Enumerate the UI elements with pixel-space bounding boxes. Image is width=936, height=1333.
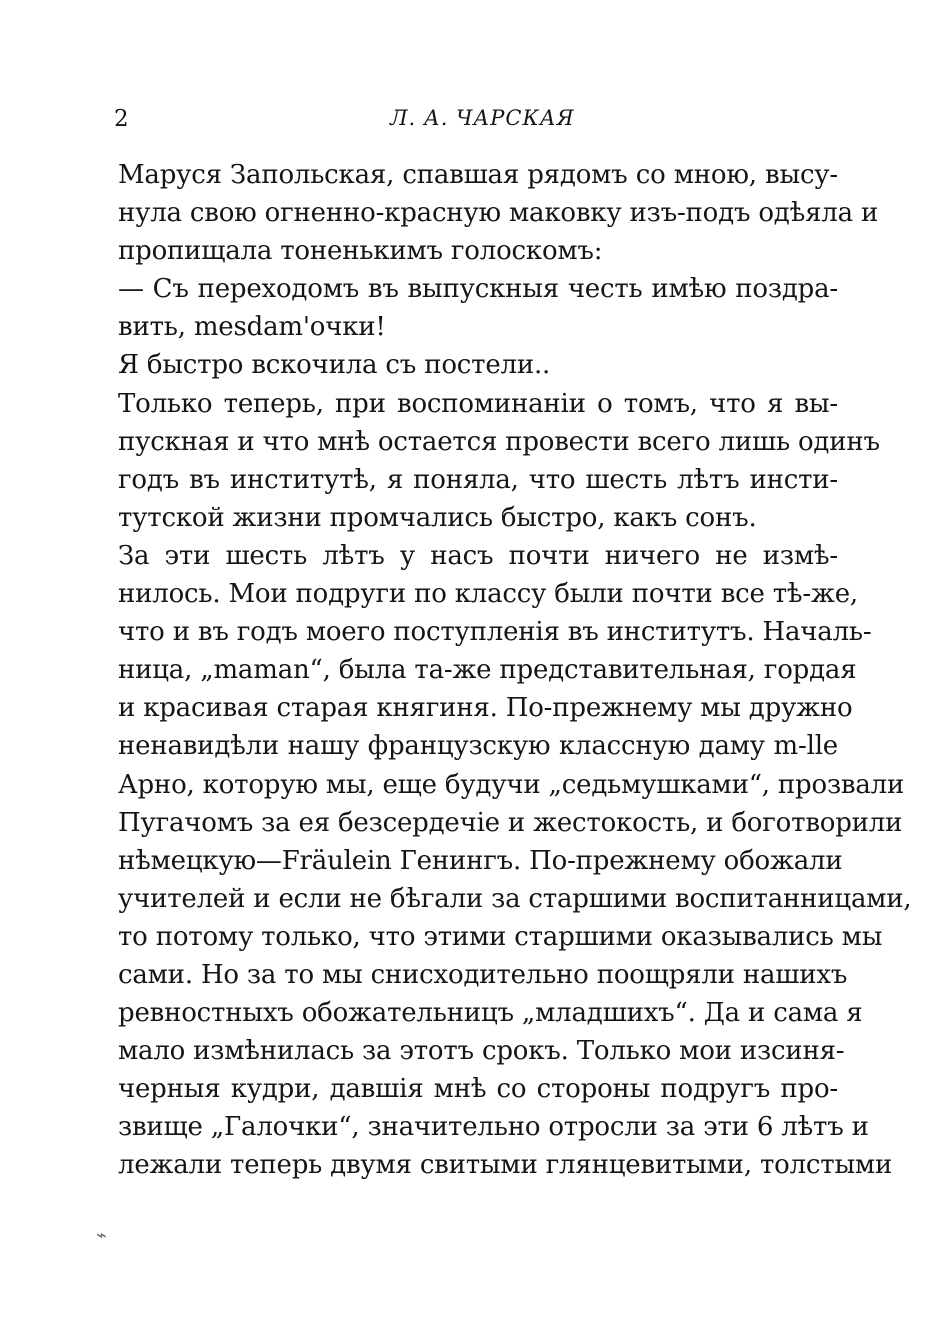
text-line: пропищала тоненькимъ голоскомъ:	[118, 236, 603, 267]
running-title: Л. А. ЧАРСКАЯ	[390, 106, 575, 130]
text-line: мало измѣнилась за этотъ срокъ. Только мои изсиня-	[118, 1036, 845, 1067]
text-line: сами. Но за то мы снисходительно поощряли нашихъ	[118, 959, 848, 990]
text-line: пускная и что мнѣ остается провести всего лишь одинъ	[118, 426, 880, 457]
text-line: вить, mesdam'очки!	[118, 312, 386, 343]
text-line: годъ въ институтѣ, я поняла, что шесть лѣтъ инсти-	[118, 464, 838, 495]
text-line: ненавидѣли нашу французскую классную даму m-lle	[118, 731, 838, 762]
text-line: и красивая старая княгиня. По-прежнему мы дружно	[118, 693, 853, 724]
text-line: Маруся Запольская, спавшая рядомъ со мною, высу-	[118, 160, 838, 190]
text-line: — Съ переходомъ въ выпускныя честь имѣю поздра-	[118, 274, 838, 305]
text-line: звище „Галочки“, значительно отросли за эти 6 лѣтъ и	[118, 1112, 869, 1143]
text-line: Я быстро вскочила съ постели..	[118, 350, 551, 381]
text-line: ревностныхъ обожательницъ „младшихъ“. Да и сама я	[118, 998, 863, 1029]
text-line: учителей и если не бѣгали за старшими воспитанницами,	[118, 883, 912, 914]
text-line: ница, „maman“, была та-же представительная, гордая	[118, 655, 857, 686]
text-line: нула свою огненно-красную маковку изъ-подъ одѣяла и	[118, 198, 879, 229]
text-line: Пугачомъ за ея безсердечiе и жестокость, и боготворили	[118, 807, 903, 838]
text-line: Арно, которую мы, еще будучи „седьмушками“, прозвали	[118, 769, 905, 800]
text-line: то потому только, что этими старшими оказывались мы	[118, 921, 883, 952]
text-line: нилось. Мои подруги по классу были почти все тѣ-же,	[118, 579, 858, 610]
text-line: За эти шесть лѣтъ у насъ почти ничего не измѣ-	[118, 540, 838, 571]
text-line: тутской жизни промчались быстро, какъ сонъ.	[118, 502, 757, 533]
text-line: лежали теперь двумя свитыми глянцевитыми, толстыми	[118, 1150, 893, 1181]
scan-mark: ⌁	[96, 1225, 107, 1246]
running-head	[114, 104, 836, 136]
text-line: Только теперь, при воспоминанiи о томъ, что я вы-	[118, 388, 838, 419]
text-line: что и въ годъ моего поступленiя въ институтъ. Началь-	[118, 617, 872, 648]
page-number: 2	[114, 106, 129, 132]
body-text	[118, 156, 912, 1185]
text-line: нѣмецкую—Fräulein Генингъ. По-прежнему обожали	[118, 845, 843, 876]
text-line: черныя кудри, давшiя мнѣ со стороны подругъ про-	[118, 1074, 838, 1105]
